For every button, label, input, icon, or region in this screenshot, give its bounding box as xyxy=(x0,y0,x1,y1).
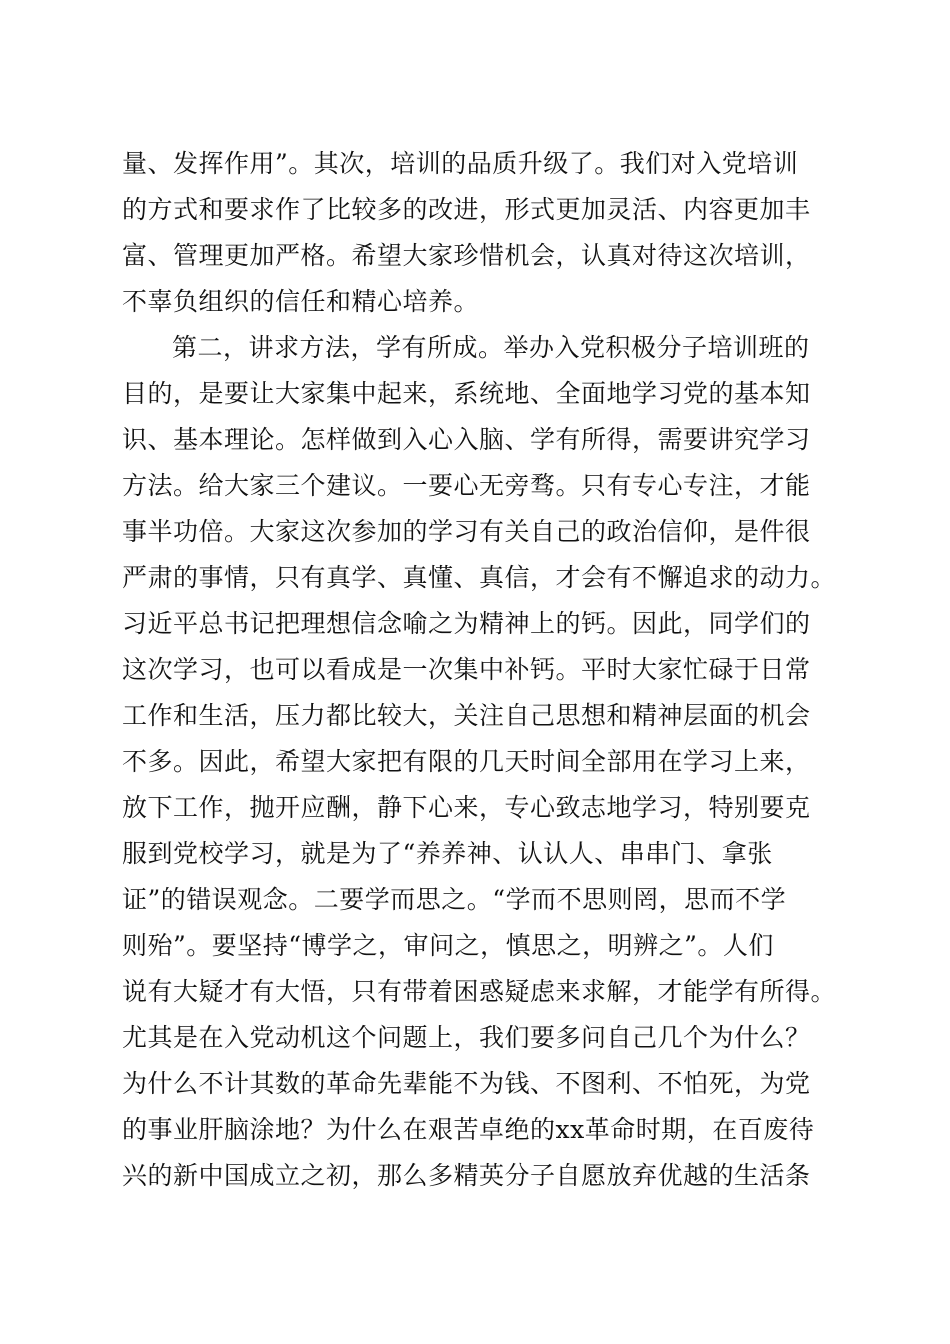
text-line: 则殆”。要坚持“博学之，审问之，慎思之，明辨之”。人们 xyxy=(122,931,774,960)
text-line: 工作和生活，压力都比较大，关注自己思想和精神层面的机会 xyxy=(122,701,811,730)
text-line: 服到党校学习，就是为了“养养神、认认人、串串门、拿张 xyxy=(122,839,773,868)
text-line: 证”的错误观念。二要学而思之。“学而不思则罔，思而不学 xyxy=(122,885,787,914)
text-line: 严肃的事情，只有真学、真懂、真信，才会有不懈追求的动力。 xyxy=(122,563,837,592)
text-line: 的事业肝脑涂地？为什么在艰苦卓绝的xx革命时期，在百废待 xyxy=(122,1115,815,1144)
text-line: 习近平总书记把理想信念喻之为精神上的钙。因此，同学们的 xyxy=(122,609,811,638)
text-line: 目的，是要让大家集中起来，系统地、全面地学习党的基本知 xyxy=(122,379,811,408)
text-line: 方法。给大家三个建议。一要心无旁骛。只有专心专注，才能 xyxy=(122,471,811,500)
text-line: 富、管理更加严格。希望大家珍惜机会，认真对待这次培训， xyxy=(122,241,811,270)
text-line: 不多。因此，希望大家把有限的几天时间全部用在学习上来， xyxy=(122,747,811,776)
text-line: 放下工作，抛开应酬，静下心来，专心致志地学习，特别要克 xyxy=(122,793,811,822)
text-line: 这次学习，也可以看成是一次集中补钙。平时大家忙碌于日常 xyxy=(122,655,811,684)
text-line: 事半功倍。大家这次参加的学习有关自己的政治信仰，是件很 xyxy=(122,517,811,546)
text-line: 为什么不计其数的革命先辈能不为钱、不图利、不怕死，为党 xyxy=(122,1069,811,1098)
text-line: 尤其是在入党动机这个问题上，我们要多问自己几个为什么？ xyxy=(122,1023,811,1052)
text-line: 不辜负组织的信任和精心培养。 xyxy=(122,287,480,316)
text-line: 说有大疑才有大悟，只有带着困惑疑虑来求解，才能学有所得。 xyxy=(122,977,837,1006)
text-line: 兴的新中国成立之初，那么多精英分子自愿放弃优越的生活条 xyxy=(122,1161,811,1190)
text-line: 识、基本理论。怎样做到入心入脑、学有所得，需要讲究学习 xyxy=(122,425,811,454)
paragraph-first-line: 第二，讲求方法，学有所成。举办入党积极分子培训班的 xyxy=(172,333,810,362)
text-line: 的方式和要求作了比较多的改进，形式更加灵活、内容更加丰 xyxy=(122,195,811,224)
text-line: 量、发挥作用”。其次，培训的品质升级了。我们对入党培训 xyxy=(122,149,799,178)
